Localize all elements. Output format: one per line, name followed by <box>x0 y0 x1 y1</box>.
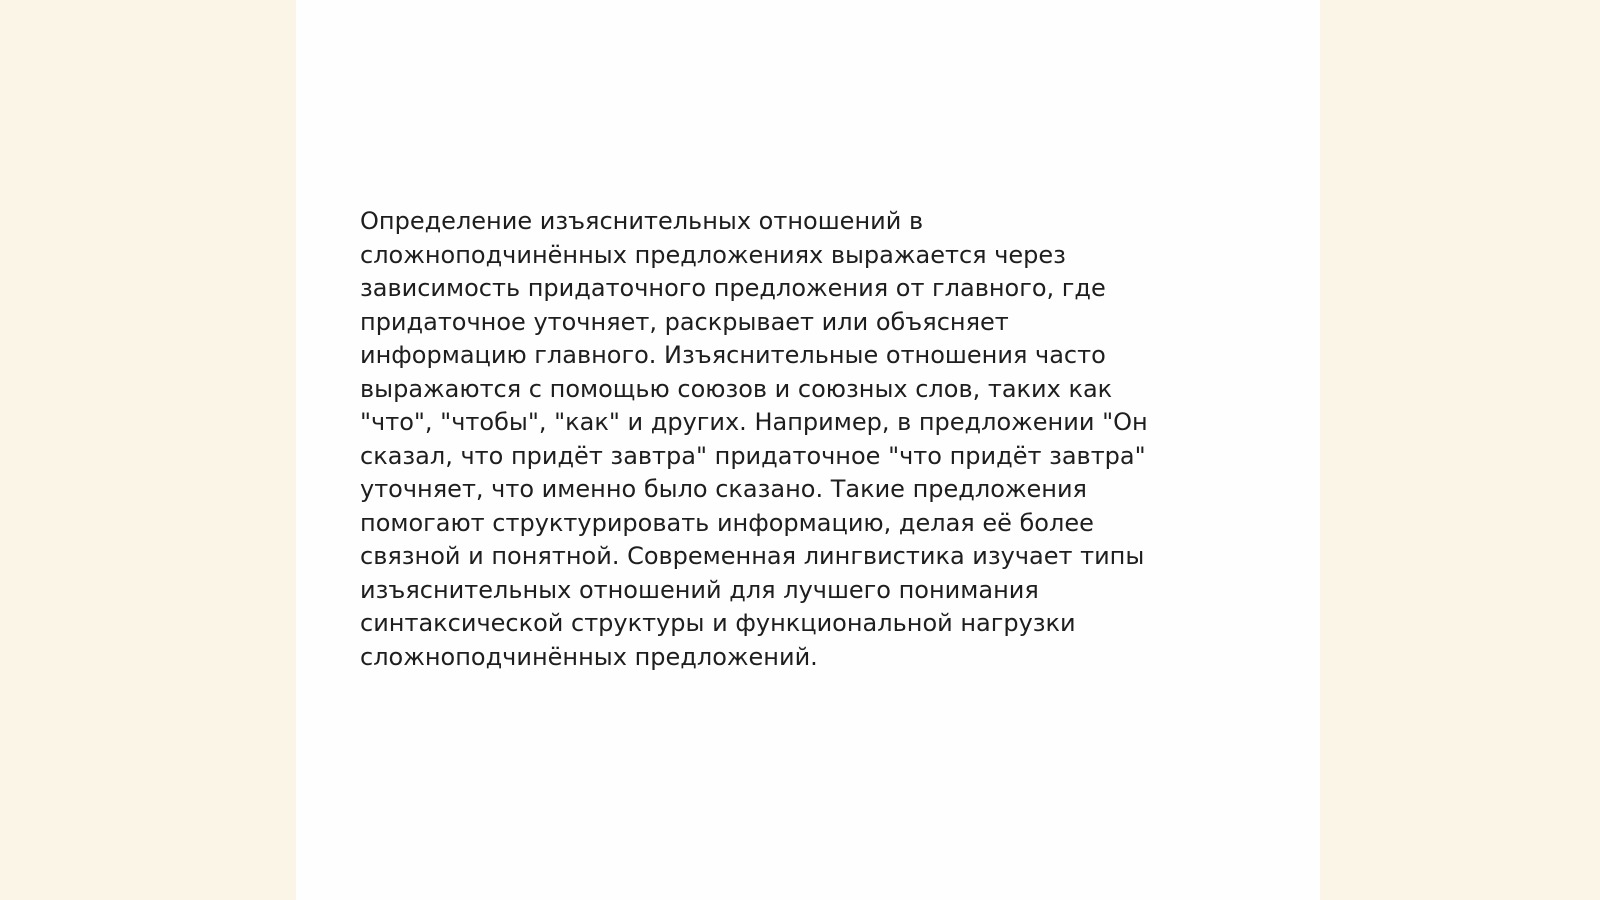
right-backdrop <box>1320 0 1600 900</box>
document-page <box>296 0 1320 900</box>
document-paragraph: Определение изъяснительных отношений в сложноподчинённых предложениях выражается через зависимость придаточного предложения от главного, где придаточное уточняет, раскрывает или объясняет информацию главного. Изъяснительные отношения часто выражаются с помощью союзов и союзных слов, таких как "что", "чтобы", "как" и других. Например, в предложении "Он сказал, что придёт завтра" придаточное "что придёт завтра" уточняет, что именно было сказано. Такие предложения помогают структурировать информацию, делая её более связной и понятной. Современная лингвистика изучает типы изъяснительных отношений для лучшего понимания синтаксической структуры и функциональной нагрузки сложноподчинённых предложений. <box>360 207 1148 671</box>
left-backdrop <box>0 0 296 900</box>
